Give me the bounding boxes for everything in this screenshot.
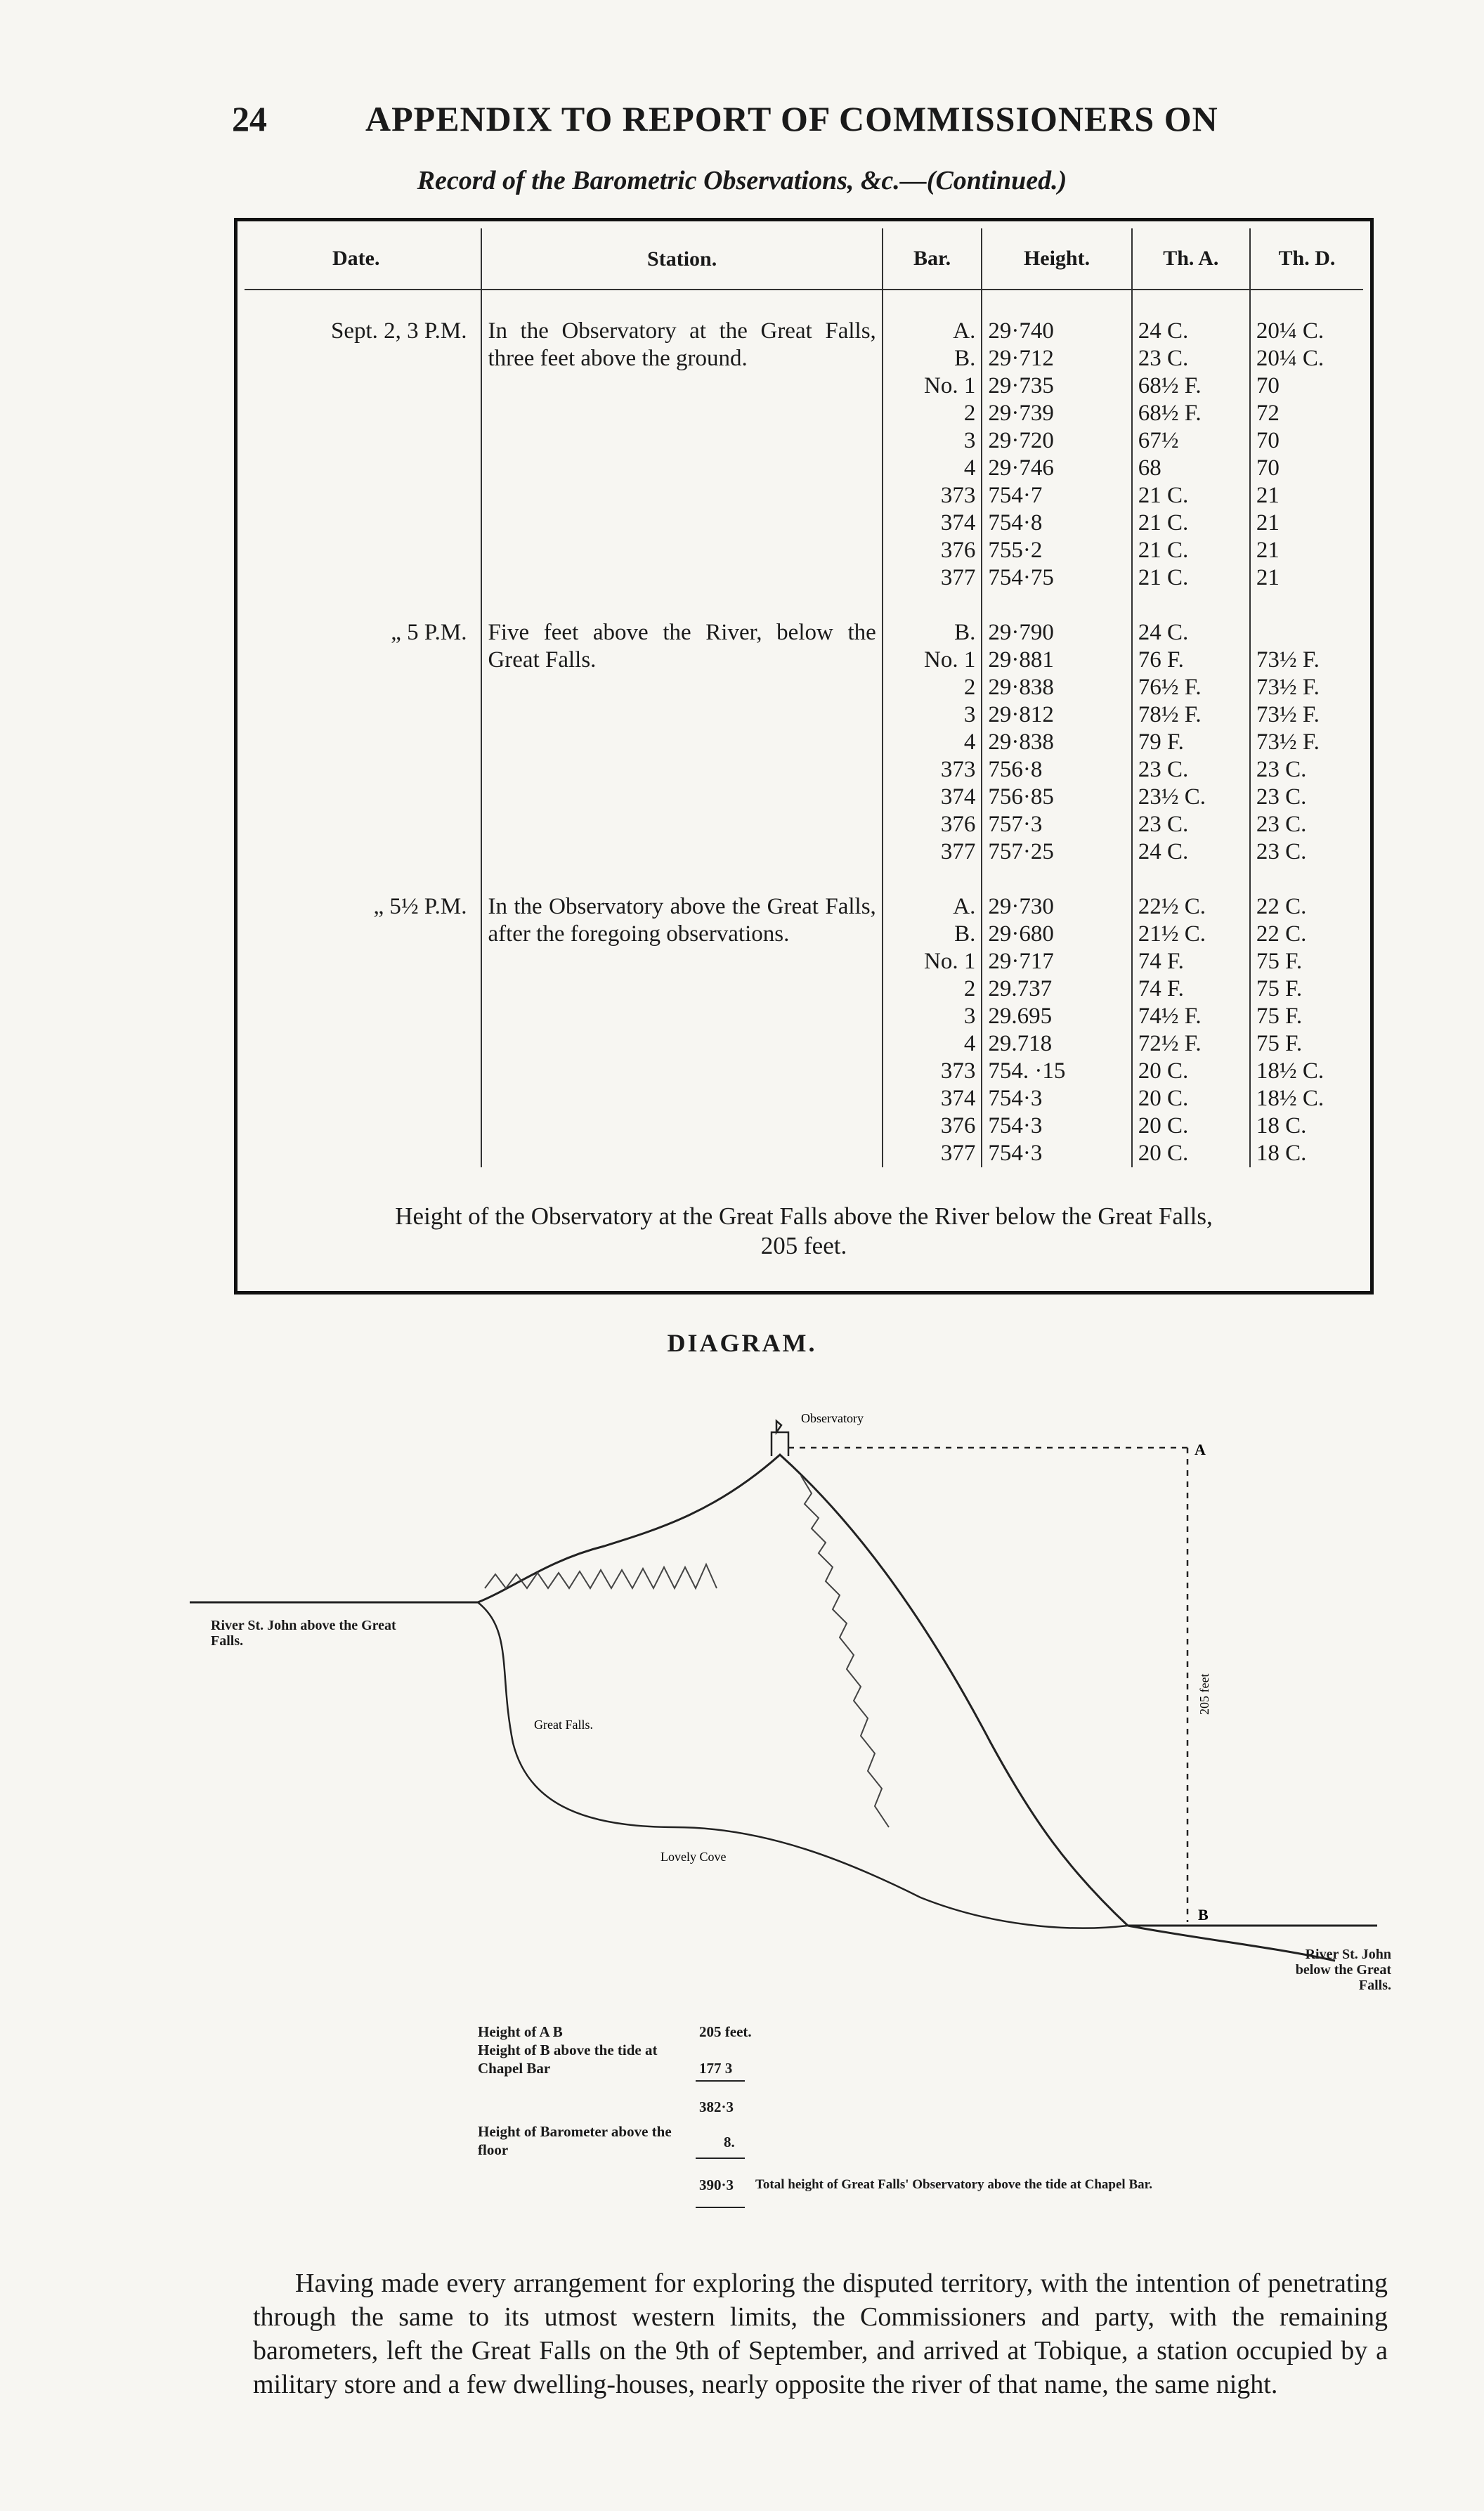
spacer-cell xyxy=(883,866,982,893)
th-d-cell: 72 xyxy=(1256,401,1280,426)
table-row xyxy=(245,619,1363,647)
calc-ab-label: Height of A B xyxy=(478,2023,563,2040)
page-number: 24 xyxy=(232,99,267,138)
bar-cell: No. 1 xyxy=(883,372,982,400)
label-lovely-cove: Lovely Cove xyxy=(660,1850,727,1864)
height-cell: 29·881 xyxy=(982,647,1131,674)
th-a-cell: 24 C. xyxy=(1132,619,1250,647)
bar-cell: 3 xyxy=(883,701,982,729)
th-d-cell: 20¼ C. xyxy=(1256,318,1324,344)
th-a-cell: 68 xyxy=(1132,455,1250,482)
observation-table xyxy=(245,228,1363,1167)
th-a-cell: 74 F. xyxy=(1132,948,1250,975)
column-header-station: Station. xyxy=(481,228,882,290)
label-river-above: River St. John above the Great Falls. xyxy=(211,1618,396,1649)
bar-cell: 374 xyxy=(883,784,982,811)
th-a-cell: 20 C. xyxy=(1132,1058,1250,1085)
column-header-height: Height. xyxy=(982,228,1131,290)
height-cell: 754·7 xyxy=(982,482,1131,510)
th-d-cell: 18½ C. xyxy=(1256,1058,1324,1084)
th-d-cell: 22 C. xyxy=(1256,921,1307,947)
spacer-cell xyxy=(245,592,481,619)
hill-vegetation xyxy=(485,1476,889,1827)
th-a-cell: 20 C. xyxy=(1132,1140,1250,1167)
bar-cell: 374 xyxy=(883,510,982,537)
calc-total-label: Total height of Great Falls' Observatory above the tide at Chapel Bar. xyxy=(755,2177,1153,2192)
th-a-cell: 74 F. xyxy=(1132,975,1250,1003)
spacer-cell xyxy=(883,592,982,619)
spacer-cell xyxy=(1132,290,1250,318)
calc-ab-value: 205 feet. xyxy=(699,2023,752,2040)
height-cell: 29·790 xyxy=(982,619,1131,647)
calc-barometer-label: Height of Barometer above the floor xyxy=(478,2123,672,2158)
spacer-cell xyxy=(1250,290,1363,318)
bar-cell: 2 xyxy=(883,975,982,1003)
calc-rule-2 xyxy=(696,2158,745,2159)
th-a-cell: 74½ F. xyxy=(1132,1003,1250,1030)
label-great-falls: Great Falls. xyxy=(534,1718,593,1732)
diagram-title: DIAGRAM. xyxy=(667,1329,817,1357)
th-d-cell: 75 F. xyxy=(1256,1004,1303,1029)
th-d-cell: 75 F. xyxy=(1256,1031,1303,1056)
height-cell: 757·25 xyxy=(982,838,1131,866)
spacer-row xyxy=(245,866,1363,893)
bar-cell: A. xyxy=(883,318,982,345)
height-cell: 754·3 xyxy=(982,1085,1131,1112)
station-cell: Five feet above the River, below the Great Falls. xyxy=(481,619,882,866)
th-d-cell: 18½ C. xyxy=(1256,1086,1324,1111)
bar-cell: B. xyxy=(883,345,982,372)
height-cell: 29·717 xyxy=(982,948,1131,975)
date-cell: „ 5 P.M. xyxy=(245,619,481,866)
spacer-row xyxy=(245,290,1363,318)
th-a-cell: 76 F. xyxy=(1132,647,1250,674)
th-d-cell: 70 xyxy=(1256,373,1280,398)
running-title: APPENDIX TO REPORT OF COMMISSIONERS ON xyxy=(365,99,1218,138)
height-cell: 754·8 xyxy=(982,510,1131,537)
note-line-2: 205 feet. xyxy=(760,1232,847,1259)
th-d-cell: 23 C. xyxy=(1256,839,1307,864)
column-header-th-d: Th. D. xyxy=(1250,228,1363,290)
calc-b-label: Height of B above the tide at Chapel Bar xyxy=(478,2042,658,2077)
th-d-cell: 23 C. xyxy=(1256,812,1307,837)
th-d-cell: 21 xyxy=(1256,565,1280,590)
great-falls-diagram xyxy=(183,1377,1377,2024)
spacer-cell xyxy=(982,592,1131,619)
spacer-cell xyxy=(1250,592,1363,619)
th-a-cell: 20 C. xyxy=(1132,1112,1250,1140)
height-cell: 29·712 xyxy=(982,345,1131,372)
height-cell: 756·8 xyxy=(982,756,1131,784)
height-cell: 29·838 xyxy=(982,674,1131,701)
spacer-cell xyxy=(245,866,481,893)
th-d-cell: 20¼ C. xyxy=(1256,346,1324,371)
height-cell: 29.718 xyxy=(982,1030,1131,1058)
bar-cell: 377 xyxy=(883,1140,982,1167)
table-subtitle: Record of the Barometric Observations, &c.—(Continued.) xyxy=(417,166,1067,195)
spacer-cell xyxy=(883,290,982,318)
bar-cell: A. xyxy=(883,893,982,921)
th-d-cell: 73½ F. xyxy=(1256,675,1320,700)
th-a-cell: 67½ xyxy=(1132,427,1250,455)
th-a-cell: 21 C. xyxy=(1132,564,1250,592)
bar-cell: 2 xyxy=(883,400,982,427)
th-d-cell: 22 C. xyxy=(1256,894,1307,919)
spacer-cell xyxy=(481,290,882,318)
th-d-cell: 73½ F. xyxy=(1256,702,1320,727)
calc-sum: 382·3 xyxy=(699,2098,734,2115)
th-a-cell: 21½ C. xyxy=(1132,921,1250,948)
hill-outline xyxy=(478,1455,1128,1926)
th-a-cell: 21 C. xyxy=(1132,537,1250,564)
calc-b-value: 177 3 xyxy=(699,2060,733,2077)
bar-cell: 373 xyxy=(883,1058,982,1085)
date-cell: „ 5½ P.M. xyxy=(245,893,481,1167)
th-d-cell: 21 xyxy=(1256,538,1280,563)
bar-cell: 373 xyxy=(883,482,982,510)
th-d-cell: 73½ F. xyxy=(1256,729,1320,755)
date-cell: Sept. 2, 3 P.M. xyxy=(245,318,481,592)
th-d-cell: 75 F. xyxy=(1256,976,1303,1001)
height-cell: 756·85 xyxy=(982,784,1131,811)
th-d-cell: 75 F. xyxy=(1256,949,1303,974)
station-cell: In the Observatory at the Great Falls, three feet above the ground. xyxy=(481,318,882,592)
column-header-bar: Bar. xyxy=(883,228,982,290)
th-d-cell: 21 xyxy=(1256,483,1280,508)
th-d-cell: 18 C. xyxy=(1256,1141,1307,1166)
height-cell: 29·680 xyxy=(982,921,1131,948)
label-river-below: River St. John below the Great Falls. xyxy=(1295,1947,1391,1993)
observatory-icon xyxy=(772,1421,788,1456)
th-a-cell: 22½ C. xyxy=(1132,893,1250,921)
height-cell: 29·720 xyxy=(982,427,1131,455)
height-cell: 29·812 xyxy=(982,701,1131,729)
calc-rule-3 xyxy=(696,2207,745,2208)
bar-cell: B. xyxy=(883,619,982,647)
spacer-cell xyxy=(982,290,1131,318)
calc-total: 390·3 xyxy=(699,2176,734,2193)
th-d-cell: 21 xyxy=(1256,510,1280,536)
height-cell: 29·838 xyxy=(982,729,1131,756)
observation-table-frame xyxy=(234,218,1374,1295)
bar-cell: 376 xyxy=(883,811,982,838)
th-d-cell: 70 xyxy=(1256,428,1280,453)
column-header-date: Date. xyxy=(245,228,481,290)
bar-cell: 3 xyxy=(883,427,982,455)
spacer-cell xyxy=(1132,866,1250,893)
calc-barometer-value: 8. xyxy=(724,2134,735,2150)
bar-cell: 3 xyxy=(883,1003,982,1030)
spacer-row xyxy=(245,592,1363,619)
body-paragraph: Having made every arrangement for exploring the disputed territory, with the intention of penetrating through the same to its utmost western limits, the Commissioners and party, with the remaining barometers, left the Great Falls on the 9th of September, and arrived at Tobique, a station occupied by a military store and a few dwelling-houses, nearly opposite the river of that name, the same night. xyxy=(253,2269,1388,2399)
bar-cell: 4 xyxy=(883,455,982,482)
th-d-cell: 18 C. xyxy=(1256,1113,1307,1138)
bar-cell: No. 1 xyxy=(883,948,982,975)
spacer-cell xyxy=(481,866,882,893)
bar-cell: 376 xyxy=(883,537,982,564)
th-a-cell: 24 C. xyxy=(1132,838,1250,866)
spacer-cell xyxy=(245,290,481,318)
th-a-cell: 21 C. xyxy=(1132,510,1250,537)
bar-cell: 377 xyxy=(883,564,982,592)
bar-cell: 374 xyxy=(883,1085,982,1112)
page-header xyxy=(232,98,1286,148)
column-header-th-a: Th. A. xyxy=(1132,228,1250,290)
falls-basin-outline xyxy=(478,1602,1128,1928)
th-a-cell: 20 C. xyxy=(1132,1085,1250,1112)
station-cell: In the Observatory above the Great Falls, after the foregoing observations. xyxy=(481,893,882,1167)
bar-cell: 376 xyxy=(883,1112,982,1140)
th-a-cell: 23½ C. xyxy=(1132,784,1250,811)
th-a-cell: 21 C. xyxy=(1132,482,1250,510)
note-line-1: Height of the Observatory at the Great Falls above the River below the Great Falls, xyxy=(395,1202,1213,1230)
bar-cell: No. 1 xyxy=(883,647,982,674)
height-cell: 754·3 xyxy=(982,1140,1131,1167)
th-a-cell: 68½ F. xyxy=(1132,372,1250,400)
th-a-cell: 79 F. xyxy=(1132,729,1250,756)
th-a-cell: 68½ F. xyxy=(1132,400,1250,427)
label-205-feet: 205 feet xyxy=(1197,1673,1211,1715)
th-d-cell: 23 C. xyxy=(1256,784,1307,810)
table-row xyxy=(245,893,1363,921)
height-cell: 29·739 xyxy=(982,400,1131,427)
table-row xyxy=(245,318,1363,345)
th-a-cell: 72½ F. xyxy=(1132,1030,1250,1058)
height-cell: 29·730 xyxy=(982,893,1131,921)
calc-rule-1 xyxy=(696,2080,745,2082)
label-b: B xyxy=(1198,1906,1209,1923)
height-cell: 29·735 xyxy=(982,372,1131,400)
bar-cell: 2 xyxy=(883,674,982,701)
height-cell: 754·3 xyxy=(982,1112,1131,1140)
th-d-cell: 23 C. xyxy=(1256,757,1307,782)
spacer-cell xyxy=(1250,866,1363,893)
spacer-cell xyxy=(982,866,1131,893)
th-a-cell: 24 C. xyxy=(1132,318,1250,345)
height-cell: 29.695 xyxy=(982,1003,1131,1030)
height-cell: 755·2 xyxy=(982,537,1131,564)
height-cell: 754·75 xyxy=(982,564,1131,592)
th-d-cell xyxy=(1250,619,1363,647)
th-a-cell: 78½ F. xyxy=(1132,701,1250,729)
height-cell: 29·740 xyxy=(982,318,1131,345)
bar-cell: 377 xyxy=(883,838,982,866)
th-d-cell: 73½ F. xyxy=(1256,647,1320,673)
bar-cell: 373 xyxy=(883,756,982,784)
spacer-cell xyxy=(1132,592,1250,619)
spacer-cell xyxy=(481,592,882,619)
height-cell: 29·746 xyxy=(982,455,1131,482)
bar-cell: B. xyxy=(883,921,982,948)
label-a: A xyxy=(1195,1441,1206,1458)
observatory-height-note xyxy=(237,1202,1370,1261)
height-cell: 29.737 xyxy=(982,975,1131,1003)
th-a-cell: 76½ F. xyxy=(1132,674,1250,701)
th-d-cell: 70 xyxy=(1256,455,1280,481)
th-a-cell: 23 C. xyxy=(1132,345,1250,372)
height-cell: 757·3 xyxy=(982,811,1131,838)
bar-cell: 4 xyxy=(883,729,982,756)
bar-cell: 4 xyxy=(883,1030,982,1058)
th-a-cell: 23 C. xyxy=(1132,756,1250,784)
label-observatory: Observatory xyxy=(801,1411,864,1425)
height-cell: 754. ·15 xyxy=(982,1058,1131,1085)
th-a-cell: 23 C. xyxy=(1132,811,1250,838)
